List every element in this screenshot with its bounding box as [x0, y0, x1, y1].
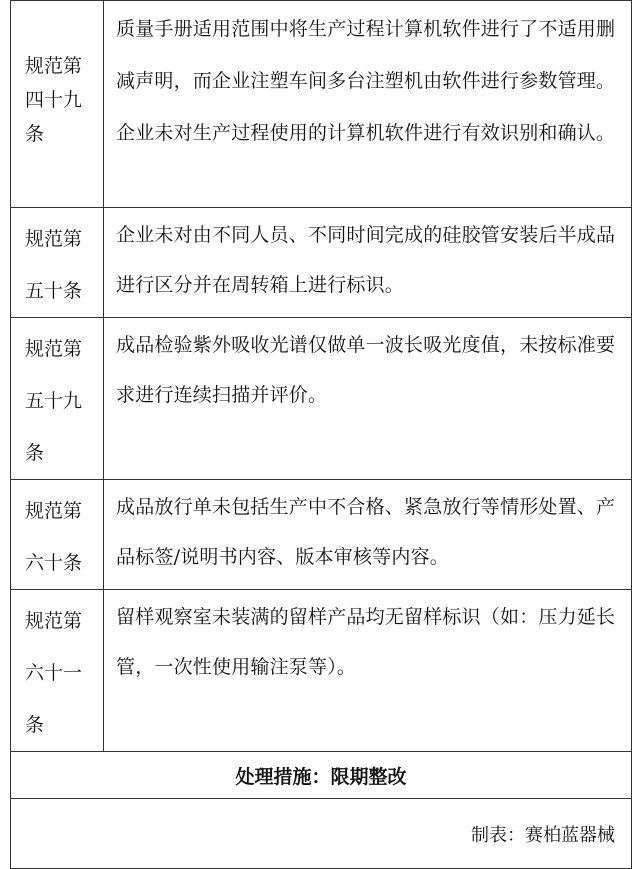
clause-cell: [11, 208, 104, 318]
table-row: [11, 208, 632, 318]
finding-cell: [104, 590, 632, 752]
finding-text: 留样观察室未装满的留样产品均无留样标识（如：压力延长管，一次性使用输注泵等）。: [116, 606, 616, 678]
table-row: [11, 590, 632, 752]
finding-text: 成品放行单未包括生产中不合格、紧急放行等情形处置、产品标签/说明书内容、版本审核等内容。: [116, 496, 616, 568]
finding-cell: [104, 1, 632, 208]
finding-text: 成品检验紫外吸收光谱仅做单一波长吸光度值，未按标准要求进行连续扫描并评价。: [116, 334, 616, 406]
handling-measure: 处理措施：限期整改: [11, 752, 632, 799]
table-maker-credit: 制表：赛柏蓝器械: [11, 799, 632, 869]
clause-label: 规范第 六十一 条: [25, 610, 83, 736]
clause-cell: [11, 590, 104, 752]
finding-text: 质量手册适用范围中将生产过程计算机软件进行了不适用删减声明，而企业注塑车间多台注塑机由软件进行参数管理。企业未对生产过程使用的计算机软件进行有效识别和确认。: [116, 18, 616, 144]
inspection-findings-table: [10, 0, 632, 869]
clause-label: 规范第 五十条: [25, 228, 83, 302]
clause-label: 规范第 四十九 条: [25, 55, 83, 145]
clause-cell: [11, 318, 104, 480]
maker-row: [11, 799, 632, 869]
table-row: [11, 1, 632, 208]
table-row: [11, 318, 632, 480]
finding-cell: [104, 208, 632, 318]
finding-cell: [104, 480, 632, 590]
clause-label: 规范第 五十九 条: [25, 338, 83, 464]
clause-label: 规范第 六十条: [25, 500, 83, 574]
finding-cell: [104, 318, 632, 480]
finding-text: 企业未对由不同人员、不同时间完成的硅胶管安装后半成品进行区分并在周转箱上进行标识。: [116, 224, 616, 296]
clause-cell: [11, 480, 104, 590]
measure-row: [11, 752, 632, 799]
clause-cell: [11, 1, 104, 208]
table-row: [11, 480, 632, 590]
